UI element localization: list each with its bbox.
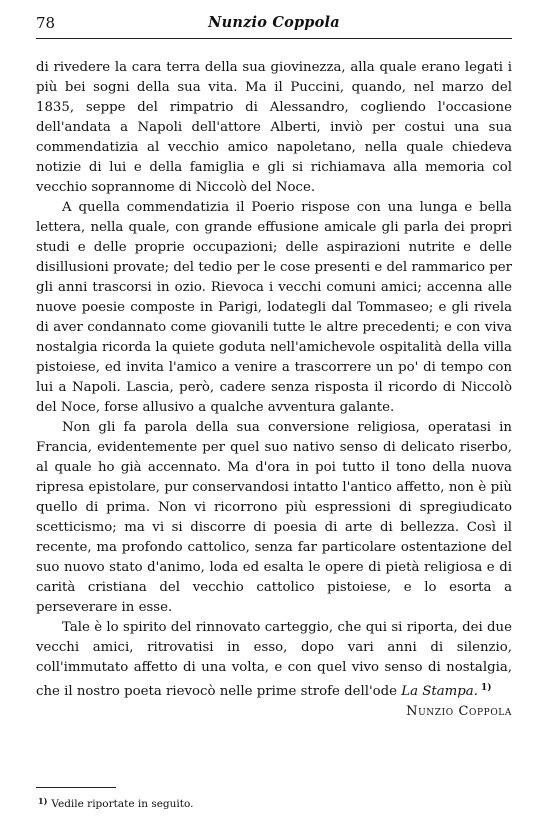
footnote-rule [36,787,116,788]
page-header [36,14,512,36]
footnote-mark: 1) [38,796,48,806]
paragraph-4 [36,618,512,702]
paragraph-4-text: Tale è lo spirito del rinnovato carteggio, che qui si riporta, dei due vecchi amici, ritrovatisi in esso, dopo vari anni di silenzio, coll'immutato affetto di una volta, e con quel vivo senso di nostalgia, che il nostro poeta rievocò nelle prime strofe dell'ode [36,620,512,699]
page-number: 78 [36,14,56,32]
footnote-text: Vedile riportate in seguito. [51,798,194,810]
running-head: Nunzio Coppola [208,14,340,31]
footnote-reference: 1) [480,683,492,693]
paragraph-2: A quella commendatizia il Poerio rispose con una lunga e bella lettera, nella quale, con grande effusione amicale gli parla dei propri studi e delle proprie occupazioni; delle aspirazioni nutrite e delle disillusioni provate; del tedio per le cose presenti e del rammarico per gli anni trascorsi in ozio. Rievoca i vecchi comuni amici; accenna alle nuove poesie composte in Parigi, lodategli dal Tommaseo; e gli rivela di aver condannato come giovanili tutte le altre precedenti; e con viva nostalgia ricorda la quiete goduta nell'amichevole ospitalità della villa pistoiese, ed invita l'amico a venire a trascorrere un po' di tempo con lui a Napoli. Lascia, però, cadere senza risposta il ricordo di Niccolò del Noce, forse allusivo a qualche avventura galante. [36,200,512,415]
header-rule [36,38,512,39]
paragraph-3: Non gli fa parola della sua conversione religiosa, operatasi in Francia, evidentemente per quel suo nativo senso di delicato riserbo, al quale ho già accennato. Ma d'ora in poi tutto il tono della nuova ripresa epistolare, pur conservandosi intatto l'antico affetto, non è più quello di prima. Non vi ricorrono più espressioni di spregiudicato scetticismo; ma vi si discorre di poesia di arte di bellezza. Così il recente, ma profondo cattolico, senza far particolare ostentazione del suo nuovo stato d'animo, loda ed esalta le opere di pietà religiosa e di carità cristiana del vecchio cattolico pistoiese, e lo esorta a perseverare in esse. [36,420,512,615]
footnote [38,796,193,810]
body-text [36,58,512,719]
author-signature: Nunzio Coppola [406,704,512,719]
paragraph-1: di rivedere la cara terra della sua giovinezza, alla quale erano legati i più bei sogni della sua vita. Ma il Puccini, quando, nel marzo del 1835, seppe del rimpatrio di Alessandro, cogliendo l'occasione dell'andata a Napoli dell'attore Alberti, inviò per costui una sua commendatizia al vecchio amico napoletano, nella quale chiedeva notizie di lui e della famiglia e gli si richiamava alla memoria col vecchio soprannome di Niccolò del Noce. [36,60,512,195]
poem-title: La Stampa. [401,684,478,699]
